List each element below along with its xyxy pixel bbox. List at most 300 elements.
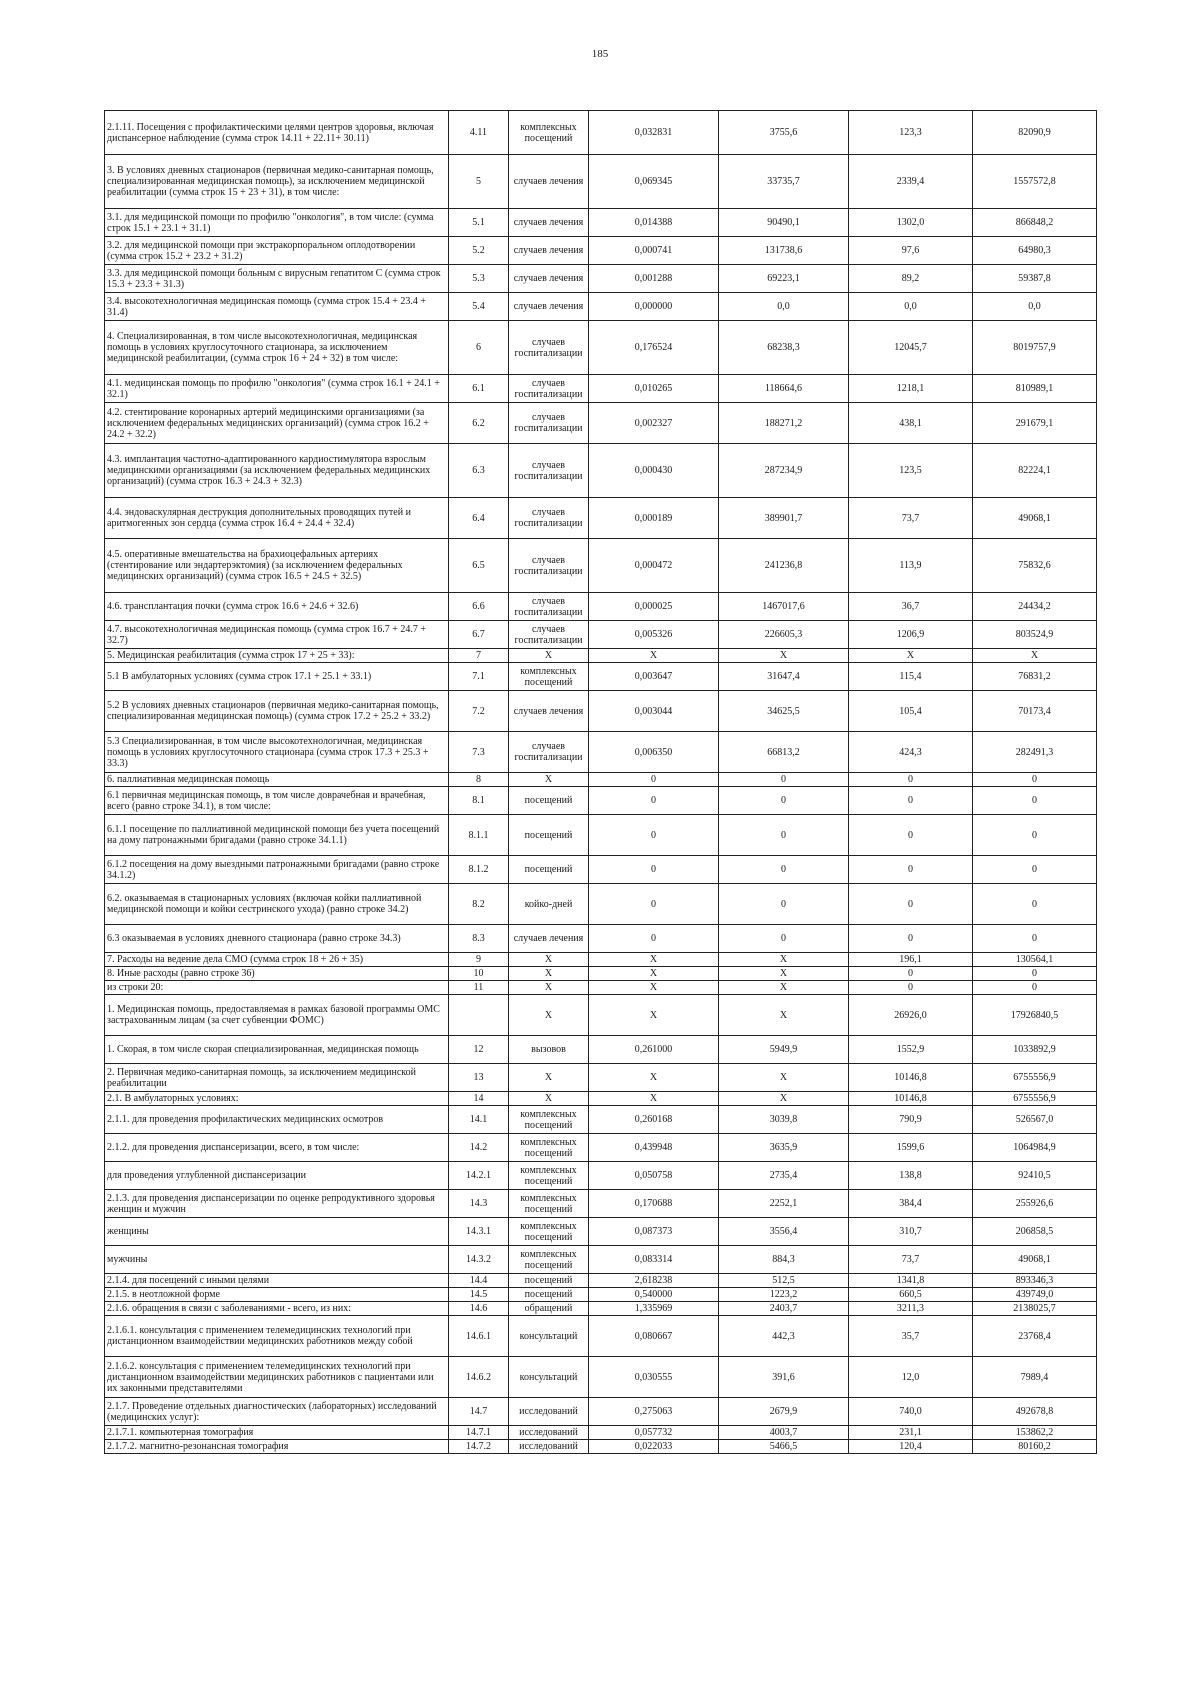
row-total-cost: 282491,3 bbox=[973, 732, 1097, 773]
row-code: 13 bbox=[449, 1064, 509, 1092]
row-volume-norm: 0,176524 bbox=[589, 321, 719, 375]
row-unit: случаев госпитализации bbox=[509, 375, 589, 403]
row-per-capita: 0 bbox=[849, 815, 973, 856]
row-code bbox=[449, 995, 509, 1036]
row-total-cost: 0 bbox=[973, 773, 1097, 787]
table-row bbox=[105, 1426, 1097, 1440]
row-per-capita: 105,4 bbox=[849, 691, 973, 732]
row-total-cost: 439749,0 bbox=[973, 1288, 1097, 1302]
row-unit: комплексных посещений bbox=[509, 1190, 589, 1218]
row-name: 2.1.7.2. магнитно-резонансная томография bbox=[105, 1440, 449, 1454]
row-name: 3.4. высокотехнологичная медицинская помощь (сумма строк 15.4 + 23.4 + 31.4) bbox=[105, 293, 449, 321]
row-per-capita: 138,8 bbox=[849, 1162, 973, 1190]
row-unit: случаев госпитализации bbox=[509, 621, 589, 649]
row-total-cost: 76831,2 bbox=[973, 663, 1097, 691]
row-total-cost: 206858,5 bbox=[973, 1218, 1097, 1246]
table-row bbox=[105, 375, 1097, 403]
row-unit: случаев лечения bbox=[509, 155, 589, 209]
table-row bbox=[105, 1274, 1097, 1288]
row-cost-norm: 3039,8 bbox=[719, 1106, 849, 1134]
row-total-cost: 153862,2 bbox=[973, 1426, 1097, 1440]
row-volume-norm: 2,618238 bbox=[589, 1274, 719, 1288]
row-name: 2.1.4. для посещений с иными целями bbox=[105, 1274, 449, 1288]
row-per-capita: 120,4 bbox=[849, 1440, 973, 1454]
row-cost-norm: 1467017,6 bbox=[719, 593, 849, 621]
row-code: 14.7 bbox=[449, 1398, 509, 1426]
row-code: 8.1 bbox=[449, 787, 509, 815]
row-total-cost: 2138025,7 bbox=[973, 1302, 1097, 1316]
row-volume-norm: 0,003044 bbox=[589, 691, 719, 732]
row-volume-norm: 0,439948 bbox=[589, 1134, 719, 1162]
row-total-cost: 1557572,8 bbox=[973, 155, 1097, 209]
row-code: 14 bbox=[449, 1092, 509, 1106]
row-total-cost: 526567,0 bbox=[973, 1106, 1097, 1134]
row-cost-norm: 2403,7 bbox=[719, 1302, 849, 1316]
row-cost-norm: X bbox=[719, 995, 849, 1036]
row-cost-norm: 188271,2 bbox=[719, 403, 849, 444]
row-total-cost: 6755556,9 bbox=[973, 1064, 1097, 1092]
row-volume-norm: 0,030555 bbox=[589, 1357, 719, 1398]
row-per-capita: 740,0 bbox=[849, 1398, 973, 1426]
data-table bbox=[104, 110, 1097, 1454]
row-cost-norm: 0 bbox=[719, 856, 849, 884]
row-total-cost: 7989,4 bbox=[973, 1357, 1097, 1398]
row-per-capita: 123,3 bbox=[849, 111, 973, 155]
row-volume-norm: 0,001288 bbox=[589, 265, 719, 293]
row-cost-norm: 34625,5 bbox=[719, 691, 849, 732]
table-row bbox=[105, 773, 1097, 787]
row-per-capita: 0 bbox=[849, 884, 973, 925]
row-volume-norm: X bbox=[589, 995, 719, 1036]
row-cost-norm: X bbox=[719, 649, 849, 663]
row-volume-norm: 0,080667 bbox=[589, 1316, 719, 1357]
row-code: 14.4 bbox=[449, 1274, 509, 1288]
row-volume-norm: 0,260168 bbox=[589, 1106, 719, 1134]
row-unit: случаев госпитализации bbox=[509, 403, 589, 444]
table-row bbox=[105, 649, 1097, 663]
table-row bbox=[105, 995, 1097, 1036]
row-unit: комплексных посещений bbox=[509, 1162, 589, 1190]
row-name: 2. Первичная медико-санитарная помощь, за исключением медицинской реабилитации bbox=[105, 1064, 449, 1092]
row-total-cost: 492678,8 bbox=[973, 1398, 1097, 1426]
row-unit: комплексных посещений bbox=[509, 1106, 589, 1134]
row-volume-norm: 0,170688 bbox=[589, 1190, 719, 1218]
row-total-cost: 1033892,9 bbox=[973, 1036, 1097, 1064]
row-unit: случаев лечения bbox=[509, 293, 589, 321]
row-unit: X bbox=[509, 1092, 589, 1106]
row-total-cost: 8019757,9 bbox=[973, 321, 1097, 375]
table-row bbox=[105, 884, 1097, 925]
row-unit: случаев лечения bbox=[509, 265, 589, 293]
row-per-capita: 1599,6 bbox=[849, 1134, 973, 1162]
row-volume-norm: X bbox=[589, 1064, 719, 1092]
row-unit: комплексных посещений bbox=[509, 663, 589, 691]
row-unit: X bbox=[509, 981, 589, 995]
row-cost-norm: 4003,7 bbox=[719, 1426, 849, 1440]
row-volume-norm: 0,002327 bbox=[589, 403, 719, 444]
row-code: 6.1 bbox=[449, 375, 509, 403]
row-name: 6.1.1 посещение по паллиативной медицинской помощи без учета посещений на дому патронажными бригадами (равно строке 34.1.1) bbox=[105, 815, 449, 856]
row-name: 4.7. высокотехнологичная медицинская помощь (сумма строк 16.7 + 24.7 + 32.7) bbox=[105, 621, 449, 649]
row-cost-norm: 512,5 bbox=[719, 1274, 849, 1288]
row-code: 5.3 bbox=[449, 265, 509, 293]
row-total-cost: 82224,1 bbox=[973, 444, 1097, 498]
row-cost-norm: 0 bbox=[719, 884, 849, 925]
row-per-capita: 115,4 bbox=[849, 663, 973, 691]
row-code: 6.2 bbox=[449, 403, 509, 444]
row-name: 3.2. для медицинской помощи при экстракорпоральном оплодотворении (сумма строк 15.2 + 23.2 + 31.2) bbox=[105, 237, 449, 265]
row-total-cost: 82090,9 bbox=[973, 111, 1097, 155]
row-volume-norm: 0,000741 bbox=[589, 237, 719, 265]
row-total-cost: 291679,1 bbox=[973, 403, 1097, 444]
row-total-cost: 23768,4 bbox=[973, 1316, 1097, 1357]
row-per-capita: 196,1 bbox=[849, 953, 973, 967]
row-code: 14.3 bbox=[449, 1190, 509, 1218]
table-row bbox=[105, 1190, 1097, 1218]
row-cost-norm: 241236,8 bbox=[719, 539, 849, 593]
row-code: 6 bbox=[449, 321, 509, 375]
row-code: 7 bbox=[449, 649, 509, 663]
row-total-cost: 1064984,9 bbox=[973, 1134, 1097, 1162]
row-code: 7.1 bbox=[449, 663, 509, 691]
row-code: 14.2.1 bbox=[449, 1162, 509, 1190]
row-volume-norm: X bbox=[589, 981, 719, 995]
row-per-capita: 35,7 bbox=[849, 1316, 973, 1357]
row-volume-norm: 0,000189 bbox=[589, 498, 719, 539]
table-row bbox=[105, 539, 1097, 593]
row-volume-norm: 0,275063 bbox=[589, 1398, 719, 1426]
row-name: 2.1.2. для проведения диспансеризации, всего, в том числе: bbox=[105, 1134, 449, 1162]
row-cost-norm: 1223,2 bbox=[719, 1288, 849, 1302]
row-name: 2.1.11. Посещения с профилактическими целями центров здоровья, включая диспансерное наблюдение (сумма строк 14.11 + 22.11+ 30.11) bbox=[105, 111, 449, 155]
row-volume-norm: 0,022033 bbox=[589, 1440, 719, 1454]
row-total-cost: 0 bbox=[973, 815, 1097, 856]
row-volume-norm: X bbox=[589, 953, 719, 967]
row-per-capita: 10146,8 bbox=[849, 1064, 973, 1092]
row-cost-norm: 3556,4 bbox=[719, 1218, 849, 1246]
table-row bbox=[105, 925, 1097, 953]
table-row bbox=[105, 237, 1097, 265]
row-volume-norm: 0 bbox=[589, 856, 719, 884]
row-per-capita: 113,9 bbox=[849, 539, 973, 593]
row-volume-norm: 0,000430 bbox=[589, 444, 719, 498]
row-unit: комплексных посещений bbox=[509, 1246, 589, 1274]
row-per-capita: 0 bbox=[849, 787, 973, 815]
row-unit: комплексных посещений bbox=[509, 1218, 589, 1246]
table-row bbox=[105, 1162, 1097, 1190]
row-name: 6. паллиативная медицинская помощь bbox=[105, 773, 449, 787]
table-row bbox=[105, 1316, 1097, 1357]
row-name: 6.2. оказываемая в стационарных условиях (включая койки паллиативной медицинской помощи и койки сестринского ухода) (равно строке 34.2) bbox=[105, 884, 449, 925]
row-name: 2.1. В амбулаторных условиях: bbox=[105, 1092, 449, 1106]
row-volume-norm: 0 bbox=[589, 773, 719, 787]
row-name: 4.6. трансплантация почки (сумма строк 16.6 + 24.6 + 32.6) bbox=[105, 593, 449, 621]
table-row bbox=[105, 691, 1097, 732]
row-total-cost: 92410,5 bbox=[973, 1162, 1097, 1190]
row-total-cost: 893346,3 bbox=[973, 1274, 1097, 1288]
row-total-cost: 0 bbox=[973, 787, 1097, 815]
row-code: 6.3 bbox=[449, 444, 509, 498]
row-volume-norm: 0,005326 bbox=[589, 621, 719, 649]
table-row bbox=[105, 1440, 1097, 1454]
row-name: 2.1.1. для проведения профилактических медицинских осмотров bbox=[105, 1106, 449, 1134]
row-per-capita: 26926,0 bbox=[849, 995, 973, 1036]
row-unit: случаев госпитализации bbox=[509, 539, 589, 593]
row-name: 2.1.6.1. консультация с применением телемедицинских технологий при дистанционном взаимодействии медицинских работников между собой bbox=[105, 1316, 449, 1357]
row-volume-norm: 0,261000 bbox=[589, 1036, 719, 1064]
table-row bbox=[105, 1036, 1097, 1064]
row-unit: обращений bbox=[509, 1302, 589, 1316]
row-unit: комплексных посещений bbox=[509, 111, 589, 155]
row-cost-norm: 69223,1 bbox=[719, 265, 849, 293]
row-cost-norm: 0 bbox=[719, 815, 849, 856]
row-code: 4.11 bbox=[449, 111, 509, 155]
row-cost-norm: 0,0 bbox=[719, 293, 849, 321]
row-total-cost: 0 bbox=[973, 925, 1097, 953]
row-volume-norm: 0 bbox=[589, 787, 719, 815]
row-cost-norm: 66813,2 bbox=[719, 732, 849, 773]
row-name: 7. Расходы на ведение дела СМО (сумма строк 18 + 26 + 35) bbox=[105, 953, 449, 967]
table-row bbox=[105, 1218, 1097, 1246]
row-code: 8.3 bbox=[449, 925, 509, 953]
row-unit: случаев госпитализации bbox=[509, 444, 589, 498]
table-row bbox=[105, 403, 1097, 444]
row-per-capita: 384,4 bbox=[849, 1190, 973, 1218]
row-unit: случаев лечения bbox=[509, 925, 589, 953]
row-volume-norm: 0,069345 bbox=[589, 155, 719, 209]
row-volume-norm: 0,000472 bbox=[589, 539, 719, 593]
row-name: 6.3 оказываемая в условиях дневного стационара (равно строке 34.3) bbox=[105, 925, 449, 953]
row-cost-norm: 391,6 bbox=[719, 1357, 849, 1398]
table-row bbox=[105, 1288, 1097, 1302]
row-volume-norm: X bbox=[589, 967, 719, 981]
row-per-capita: X bbox=[849, 649, 973, 663]
table-row bbox=[105, 111, 1097, 155]
row-name: 5. Медицинская реабилитация (сумма строк 17 + 25 + 33): bbox=[105, 649, 449, 663]
row-code: 14.2 bbox=[449, 1134, 509, 1162]
table-row bbox=[105, 981, 1097, 995]
row-cost-norm: 0 bbox=[719, 787, 849, 815]
row-per-capita: 73,7 bbox=[849, 498, 973, 539]
row-volume-norm: 0,087373 bbox=[589, 1218, 719, 1246]
row-cost-norm: X bbox=[719, 1092, 849, 1106]
row-unit: комплексных посещений bbox=[509, 1134, 589, 1162]
row-unit: посещений bbox=[509, 856, 589, 884]
row-code: 6.7 bbox=[449, 621, 509, 649]
row-code: 8 bbox=[449, 773, 509, 787]
row-cost-norm: 131738,6 bbox=[719, 237, 849, 265]
row-per-capita: 438,1 bbox=[849, 403, 973, 444]
row-cost-norm: X bbox=[719, 1064, 849, 1092]
table-row bbox=[105, 209, 1097, 237]
row-name: 2.1.7.1. компьютерная томография bbox=[105, 1426, 449, 1440]
row-volume-norm: 0 bbox=[589, 925, 719, 953]
table-row bbox=[105, 444, 1097, 498]
row-per-capita: 1206,9 bbox=[849, 621, 973, 649]
row-per-capita: 0 bbox=[849, 981, 973, 995]
row-code: 14.5 bbox=[449, 1288, 509, 1302]
row-name: 4.3. имплантация частотно-адаптированного кардиостимулятора взрослым медицинскими организациями (за исключением федеральных медицинских организаций) (сумма строк 16.3 + 24.3 + 32.3) bbox=[105, 444, 449, 498]
row-volume-norm: 0,540000 bbox=[589, 1288, 719, 1302]
table-row bbox=[105, 593, 1097, 621]
row-per-capita: 1341,8 bbox=[849, 1274, 973, 1288]
row-code: 8.2 bbox=[449, 884, 509, 925]
row-unit: исследований bbox=[509, 1426, 589, 1440]
row-per-capita: 3211,3 bbox=[849, 1302, 973, 1316]
row-code: 14.1 bbox=[449, 1106, 509, 1134]
row-total-cost: 49068,1 bbox=[973, 498, 1097, 539]
row-volume-norm: 0,000025 bbox=[589, 593, 719, 621]
row-total-cost: 70173,4 bbox=[973, 691, 1097, 732]
row-name: 8. Иные расходы (равно строке 36) bbox=[105, 967, 449, 981]
row-total-cost: 866848,2 bbox=[973, 209, 1097, 237]
row-total-cost: 59387,8 bbox=[973, 265, 1097, 293]
row-cost-norm: 33735,7 bbox=[719, 155, 849, 209]
table-row bbox=[105, 1064, 1097, 1092]
row-total-cost: 810989,1 bbox=[973, 375, 1097, 403]
row-per-capita: 89,2 bbox=[849, 265, 973, 293]
row-code: 12 bbox=[449, 1036, 509, 1064]
row-total-cost: 24434,2 bbox=[973, 593, 1097, 621]
row-volume-norm: 0,010265 bbox=[589, 375, 719, 403]
row-name: 1. Медицинская помощь, предоставляемая в рамках базовой программы ОМС застрахованным лицам (за счет субвенции ФОМС) bbox=[105, 995, 449, 1036]
row-code: 6.4 bbox=[449, 498, 509, 539]
row-name: 4.5. оперативные вмешательства на брахиоцефальных артериях (стентирование или эндартерэктомия) (за исключением федеральных медицинских организаций) (сумма строк 16.5 + 24.5 + 32.5) bbox=[105, 539, 449, 593]
row-total-cost: 0 bbox=[973, 967, 1097, 981]
table-row bbox=[105, 498, 1097, 539]
row-name: 3.1. для медицинской помощи по профилю "онкология", в том числе: (сумма строк 15.1 + 23.1 + 31.1) bbox=[105, 209, 449, 237]
row-code: 11 bbox=[449, 981, 509, 995]
row-volume-norm: 0,014388 bbox=[589, 209, 719, 237]
row-code: 6.6 bbox=[449, 593, 509, 621]
row-cost-norm: 5466,5 bbox=[719, 1440, 849, 1454]
row-name: 2.1.3. для проведения диспансеризации по оценке репродуктивного здоровья женщин и мужчин bbox=[105, 1190, 449, 1218]
table-row bbox=[105, 265, 1097, 293]
row-name: 2.1.7. Проведение отдельных диагностических (лабораторных) исследований (медицинских услуг): bbox=[105, 1398, 449, 1426]
row-code: 7.3 bbox=[449, 732, 509, 773]
row-code: 5.1 bbox=[449, 209, 509, 237]
row-total-cost: 64980,3 bbox=[973, 237, 1097, 265]
row-per-capita: 790,9 bbox=[849, 1106, 973, 1134]
row-per-capita: 1218,1 bbox=[849, 375, 973, 403]
row-cost-norm: 90490,1 bbox=[719, 209, 849, 237]
row-per-capita: 1552,9 bbox=[849, 1036, 973, 1064]
row-volume-norm: 0 bbox=[589, 815, 719, 856]
row-unit: консультаций bbox=[509, 1316, 589, 1357]
row-per-capita: 97,6 bbox=[849, 237, 973, 265]
row-code: 7.2 bbox=[449, 691, 509, 732]
row-total-cost: 0 bbox=[973, 884, 1097, 925]
row-per-capita: 12045,7 bbox=[849, 321, 973, 375]
row-total-cost: 803524,9 bbox=[973, 621, 1097, 649]
row-cost-norm: 2735,4 bbox=[719, 1162, 849, 1190]
row-per-capita: 660,5 bbox=[849, 1288, 973, 1302]
row-cost-norm: X bbox=[719, 981, 849, 995]
row-per-capita: 231,1 bbox=[849, 1426, 973, 1440]
row-per-capita: 73,7 bbox=[849, 1246, 973, 1274]
row-name: 4.4. эндоваскулярная деструкция дополнительных проводящих путей и аритмогенных зон сердца (сумма строк 16.4 + 24.4 + 32.4) bbox=[105, 498, 449, 539]
row-volume-norm: 0,083314 bbox=[589, 1246, 719, 1274]
row-unit: X bbox=[509, 773, 589, 787]
row-per-capita: 10146,8 bbox=[849, 1092, 973, 1106]
row-cost-norm: X bbox=[719, 953, 849, 967]
row-unit: случаев лечения bbox=[509, 691, 589, 732]
row-name: из строки 20: bbox=[105, 981, 449, 995]
row-cost-norm: 226605,3 bbox=[719, 621, 849, 649]
row-name: 4.2. стентирование коронарных артерий медицинскими организациями (за исключением федеральных медицинских организаций) (сумма строк 16.2 + 24.2 + 32.2) bbox=[105, 403, 449, 444]
table-row bbox=[105, 1092, 1097, 1106]
row-unit: исследований bbox=[509, 1440, 589, 1454]
row-name: 6.1 первичная медицинская помощь, в том числе доврачебная и врачебная, всего (равно строке 34.1), в том числе: bbox=[105, 787, 449, 815]
row-per-capita: 36,7 bbox=[849, 593, 973, 621]
row-volume-norm: 0,006350 bbox=[589, 732, 719, 773]
row-total-cost: 130564,1 bbox=[973, 953, 1097, 967]
row-name: мужчины bbox=[105, 1246, 449, 1274]
row-volume-norm: 0,050758 bbox=[589, 1162, 719, 1190]
table-row bbox=[105, 1398, 1097, 1426]
row-cost-norm: 2252,1 bbox=[719, 1190, 849, 1218]
row-code: 5.4 bbox=[449, 293, 509, 321]
row-unit: случаев госпитализации bbox=[509, 321, 589, 375]
row-total-cost: 49068,1 bbox=[973, 1246, 1097, 1274]
row-name: 5.3 Специализированная, в том числе высокотехнологичная, медицинская помощь в условиях круглосуточного стационара (сумма строк 17.3 + 25.3 + 33.3) bbox=[105, 732, 449, 773]
row-cost-norm: 442,3 bbox=[719, 1316, 849, 1357]
row-code: 14.6 bbox=[449, 1302, 509, 1316]
row-per-capita: 0 bbox=[849, 925, 973, 953]
table-row bbox=[105, 155, 1097, 209]
row-name: для проведения углубленной диспансеризации bbox=[105, 1162, 449, 1190]
row-unit: случаев госпитализации bbox=[509, 498, 589, 539]
row-name: 4.1. медицинская помощь по профилю "онкология" (сумма строк 16.1 + 24.1 + 32.1) bbox=[105, 375, 449, 403]
row-name: женщины bbox=[105, 1218, 449, 1246]
row-unit: исследований bbox=[509, 1398, 589, 1426]
table-row bbox=[105, 321, 1097, 375]
row-cost-norm: 2679,9 bbox=[719, 1398, 849, 1426]
row-cost-norm: 884,3 bbox=[719, 1246, 849, 1274]
table-row bbox=[105, 1357, 1097, 1398]
row-total-cost: 6755556,9 bbox=[973, 1092, 1097, 1106]
row-cost-norm: 0 bbox=[719, 925, 849, 953]
row-code: 14.6.1 bbox=[449, 1316, 509, 1357]
row-total-cost: 0 bbox=[973, 856, 1097, 884]
row-cost-norm: 5949,9 bbox=[719, 1036, 849, 1064]
row-name: 2.1.6.2. консультация с применением телемедицинских технологий при дистанционном взаимодействии медицинских работников с пациентами или их законными представителями bbox=[105, 1357, 449, 1398]
row-cost-norm: 3635,9 bbox=[719, 1134, 849, 1162]
row-total-cost: 255926,6 bbox=[973, 1190, 1097, 1218]
row-cost-norm: 68238,3 bbox=[719, 321, 849, 375]
row-cost-norm: 0 bbox=[719, 773, 849, 787]
row-per-capita: 1302,0 bbox=[849, 209, 973, 237]
row-unit: посещений bbox=[509, 815, 589, 856]
row-unit: случаев госпитализации bbox=[509, 732, 589, 773]
row-total-cost: 17926840,5 bbox=[973, 995, 1097, 1036]
row-name: 5.1 В амбулаторных условиях (сумма строк 17.1 + 25.1 + 33.1) bbox=[105, 663, 449, 691]
row-unit: консультаций bbox=[509, 1357, 589, 1398]
table-row bbox=[105, 1246, 1097, 1274]
row-unit: койко-дней bbox=[509, 884, 589, 925]
row-code: 6.5 bbox=[449, 539, 509, 593]
row-code: 8.1.1 bbox=[449, 815, 509, 856]
table-row bbox=[105, 732, 1097, 773]
table-row bbox=[105, 293, 1097, 321]
row-volume-norm: X bbox=[589, 649, 719, 663]
row-total-cost: 75832,6 bbox=[973, 539, 1097, 593]
row-unit: посещений bbox=[509, 787, 589, 815]
row-per-capita: 0,0 bbox=[849, 293, 973, 321]
row-name: 4. Специализированная, в том числе высокотехнологичная, медицинская помощь в условиях круглосуточного стационара, за исключением медицинской реабилитации, (сумма строк 16 + 24 + 32) в том числе: bbox=[105, 321, 449, 375]
row-code: 14.3.1 bbox=[449, 1218, 509, 1246]
row-volume-norm: 0,032831 bbox=[589, 111, 719, 155]
